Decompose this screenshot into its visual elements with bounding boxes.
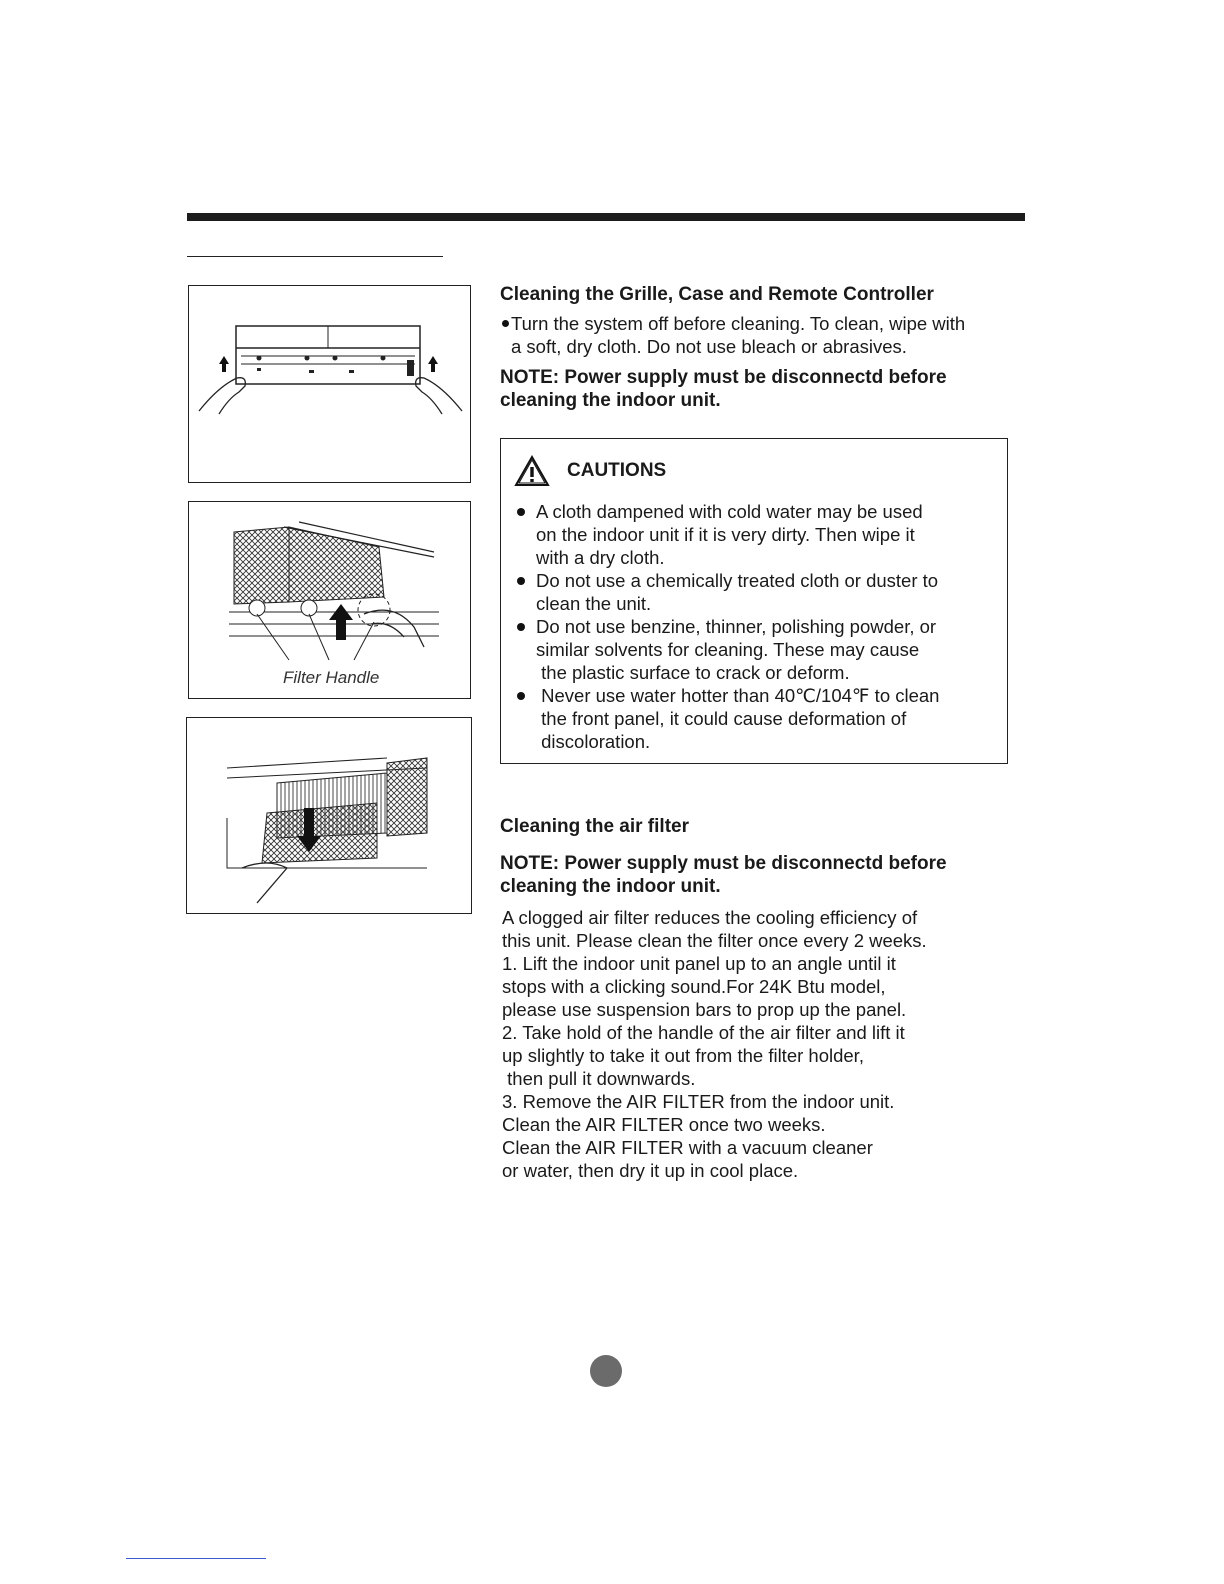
step-line: 1. Lift the indoor unit panel up to an angle until it xyxy=(502,953,896,974)
caution-line: Do not use a chemically treated cloth or duster to xyxy=(536,570,939,591)
section2-heading: Cleaning the air filter xyxy=(500,816,689,837)
figure-lift-panel xyxy=(188,285,471,483)
page-number-dot xyxy=(590,1355,622,1387)
step-line: Clean the AIR FILTER once two weeks. xyxy=(502,1114,826,1135)
bullet-dot-icon xyxy=(502,320,509,327)
cautions-box xyxy=(500,438,1008,764)
caution-line: the plastic surface to crack or deform. xyxy=(536,662,850,683)
warning-triangle-icon xyxy=(514,455,550,487)
caution-line: clean the unit. xyxy=(536,593,652,614)
step-item xyxy=(502,1021,1002,1090)
section1-heading: Cleaning the Grille, Case and Remote Controller xyxy=(500,284,934,305)
caution-line: on the indoor unit if it is very dirty. Then wipe it xyxy=(536,524,915,545)
step-line: up slightly to take it out from the filter holder, xyxy=(502,1045,864,1066)
caution-item xyxy=(501,500,1006,569)
step-item xyxy=(502,952,1002,1021)
figure-filter-handle xyxy=(188,501,471,699)
step-line: 3. Remove the AIR FILTER from the indoor unit. xyxy=(502,1091,895,1112)
section2-intro-line2: this unit. Please clean the filter once every 2 weeks. xyxy=(502,930,927,951)
section2-note-line1: NOTE: Power supply must be disconnectd before xyxy=(500,853,947,874)
filter-handle-label: Filter Handle xyxy=(283,668,380,687)
section1-bullet-line2: a soft, dry cloth. Do not use bleach or abrasives. xyxy=(511,336,907,357)
section2-note-line2: cleaning the indoor unit. xyxy=(500,876,721,897)
caution-line: Do not use benzine, thinner, polishing powder, or xyxy=(536,616,937,637)
cautions-title: CAUTIONS xyxy=(567,460,667,481)
caution-item xyxy=(501,615,1006,684)
step-line: Clean the AIR FILTER with a vacuum cleaner xyxy=(502,1137,873,1158)
section1-bullet-line1: Turn the system off before cleaning. To clean, wipe with xyxy=(511,313,966,334)
step-line: then pull it downwards. xyxy=(502,1068,696,1089)
caution-line: similar solvents for cleaning. These may cause xyxy=(536,639,920,660)
steps-list xyxy=(502,952,1002,1182)
caution-line: A cloth dampened with cold water may be used xyxy=(536,501,923,522)
step-line: stops with a clicking sound.For 24K Btu model, xyxy=(502,976,886,997)
section2-intro-line1: A clogged air filter reduces the cooling efficiency of xyxy=(502,907,918,928)
step-line: 2. Take hold of the handle of the air filter and lift it xyxy=(502,1022,905,1043)
section2-note xyxy=(500,852,947,898)
step-line: or water, then dry it up in cool place. xyxy=(502,1160,799,1181)
section2-intro xyxy=(502,906,927,952)
caution-line: discoloration. xyxy=(536,731,651,752)
cautions-list xyxy=(501,500,1006,753)
footer-link-rule xyxy=(126,1558,266,1559)
caution-line: the front panel, it could cause deformation of xyxy=(536,708,907,729)
figure-remove-filter xyxy=(186,717,472,914)
caution-item xyxy=(501,569,1006,615)
caution-line: with a dry cloth. xyxy=(536,547,665,568)
remove-filter-illustration xyxy=(187,718,473,915)
indoor-unit-illustration xyxy=(189,286,472,484)
header-rule xyxy=(187,213,1025,221)
caution-item xyxy=(501,684,1006,753)
section1-note-line1: NOTE: Power supply must be disconnectd before xyxy=(500,367,947,388)
step-line: please use suspension bars to prop up the panel. xyxy=(502,999,907,1020)
step-item xyxy=(502,1090,1002,1182)
section1-bullet xyxy=(500,312,1040,358)
section1-note-line2: cleaning the indoor unit. xyxy=(500,390,721,411)
section1-note xyxy=(500,366,947,412)
section-underline xyxy=(187,256,443,257)
caution-line: Never use water hotter than 40℃/104℉ to clean xyxy=(536,685,940,706)
